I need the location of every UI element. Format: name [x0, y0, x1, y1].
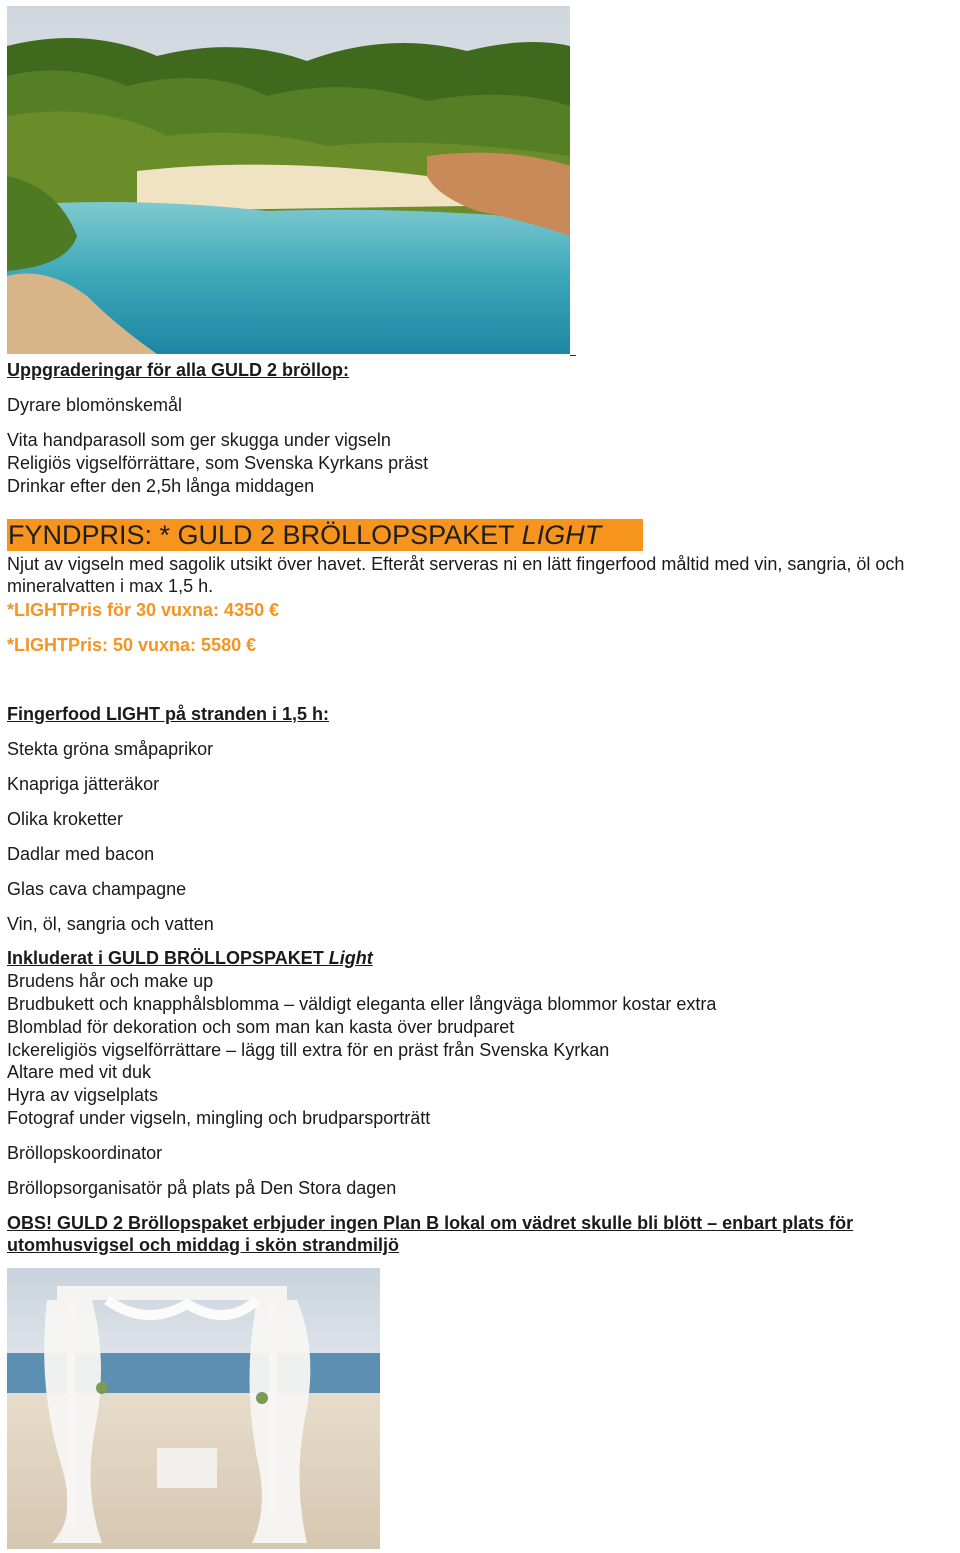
included-item: Ickereligiös vigselförrättare – lägg till extra för en präst från Svenska Kyrkan — [7, 1040, 610, 1060]
included-item: Hyra av vigselplats — [7, 1085, 159, 1105]
included-heading-light: Light — [328, 948, 373, 968]
beach-cove-photo — [7, 6, 570, 354]
package-title: FYNDPRIS: * GULD 2 BRÖLLOPSPAKET — [8, 520, 522, 550]
package-title-light: LIGHT — [521, 520, 602, 550]
fingerfood-heading: Fingerfood LIGHT på stranden i 1,5 h: — [7, 704, 330, 724]
image-underline — [570, 355, 576, 356]
upgrade-item: Religiös vigselförrättare, som Svenska Kyrkans präst — [7, 453, 429, 473]
fingerfood-item: Olika kroketter — [7, 809, 124, 829]
included-item: Bröllopskoordinator — [7, 1143, 163, 1163]
package-title-banner — [7, 519, 643, 551]
fingerfood-item: Vin, öl, sangria och vatten — [7, 914, 214, 934]
fingerfood-item: Glas cava champagne — [7, 879, 187, 899]
upgrades-heading: Uppgraderingar för alla GULD 2 bröllop: — [7, 360, 350, 380]
included-heading-text: Inkluderat i GULD BRÖLLOPSPAKET — [7, 948, 329, 968]
wedding-arch-beach-photo — [7, 1268, 380, 1549]
price-30-guests: *LIGHTPris för 30 vuxna: 4350 € — [7, 600, 280, 620]
included-item: Brudens hår och make up — [7, 971, 214, 991]
fingerfood-item: Knapriga jätteräkor — [7, 774, 160, 794]
included-item: Bröllopsorganisatör på plats på Den Stora dagen — [7, 1178, 397, 1198]
included-item: Fotograf under vigseln, mingling och brudparsporträtt — [7, 1108, 431, 1128]
included-heading — [7, 947, 373, 969]
fingerfood-item: Dadlar med bacon — [7, 844, 155, 864]
fingerfood-item: Stekta gröna småpaprikor — [7, 739, 214, 759]
price-50-guests: *LIGHTPris: 50 vuxna: 5580 € — [7, 635, 257, 655]
plan-b-notice: OBS! GULD 2 Bröllopspaket erbjuder ingen Plan B lokal om vädret skulle bli blött – enbart plats för utomhusvigsel och middag i skön strandmiljö — [7, 1213, 854, 1255]
upgrade-item: Vita handparasoll som ger skugga under vigseln — [7, 430, 391, 450]
upgrade-item: Drinkar efter den 2,5h långa middagen — [7, 476, 315, 496]
package-description: Njut av vigseln med sagolik utsikt över havet. Efteråt serveras ni en lätt fingerfood måltid med vin, sangria, öl och mineralvatten i max 1,5 h. — [7, 554, 905, 596]
included-item: Brudbukett och knapphålsblomma – väldigt eleganta eller långväga blommor kostar extra — [7, 994, 717, 1014]
upgrade-item: Dyrare blomönskemål — [7, 395, 183, 415]
included-item: Altare med vit duk — [7, 1062, 152, 1082]
included-item: Blomblad för dekoration och som man kan kasta över brudparet — [7, 1017, 515, 1037]
